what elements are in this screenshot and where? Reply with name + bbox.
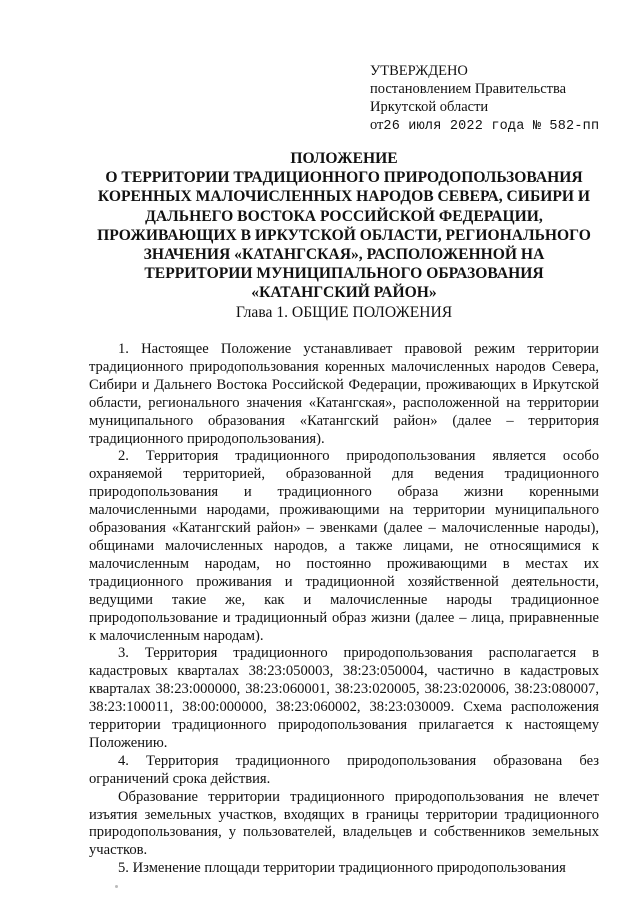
paragraph: 3. Территория традиционного природопользования располагается в кадастровых кварталах 38:23:050003, 38:23:050004, частично в кадастровых кварталах 38:23:000000, 38:23:060001, 38:23:020005, 38:23:020006, 38:23:080007, 38:23:100011, 38:00:000000, 38:23:060002, 38:23:030009. Схема расположения территории традиционного природопользования прилагается к настоящему Положению. <box>89 645 599 751</box>
title-line: ПОЛОЖЕНИЕ <box>290 150 398 167</box>
approval-block <box>370 62 620 136</box>
approval-line-2: Иркутской области <box>370 99 489 115</box>
title-line: О ТЕРРИТОРИИ ТРАДИЦИОННОГО ПРИРОДОПОЛЬЗОВАНИЯ <box>105 169 583 187</box>
chapter-heading: Глава 1. ОБЩИЕ ПОЛОЖЕНИЯ <box>235 304 453 321</box>
paragraph: 2. Территория традиционного природопользования является особо охраняемой территорией, образованной для ведения традиционного природопользования и традиционного образа жизни коренными малочисленными народами, проживающими на территории муниципального образования «Катангский район» – эвенками (далее – малочисленные народы), общинами малочисленных народов, а также лицами, не относящимися к малочисленным народам, но постоянно проживающими в местах их традиционного проживания и традиционной хозяйственной деятельности, ведущими такие же, как и малочисленные народы традиционное природопользование и традиционный образ жизни (далее – лица, приравненные к малочисленным народам). <box>89 448 599 644</box>
document-body <box>89 341 599 878</box>
title-line: ПРОЖИВАЮЩИХ В ИРКУТСКОЙ ОБЛАСТИ, РЕГИОНАЛЬНОГО <box>97 226 591 244</box>
scan-speck <box>115 885 118 888</box>
paragraph: 1. Настоящее Положение устанавливает правовой режим территории традиционного природопользования коренных малочисленных народов Севера, Сибири и Дальнего Востока Российской Федерации, проживающих в Иркутской области, регионального значения «Катангская», расположенной на территории муниципального образования «Катангский район» (далее – территория традиционного природопользования). <box>89 341 599 447</box>
document-title <box>88 149 600 303</box>
approval-date-number: 26 июля 2022 года № 582-пп <box>383 119 600 134</box>
approval-date-line <box>370 116 620 136</box>
paragraph: 4. Территория традиционного природопользования образована без ограничений срока действия. <box>89 752 599 787</box>
title-line: ДАЛЬНЕГО ВОСТОКА РОССИЙСКОЙ ФЕДЕРАЦИИ, <box>145 207 543 225</box>
approval-line-1: постановлением Правительства <box>370 81 567 97</box>
paragraph: 5. Изменение площади территории традиционного природопользования <box>118 860 566 877</box>
title-line: «КАТАНГСКИЙ РАЙОН» <box>251 284 437 302</box>
approval-date-prefix: от <box>370 117 384 133</box>
title-line: ЗНАЧЕНИЯ «КАТАНГСКАЯ», РАСПОЛОЖЕННОЙ НА <box>143 246 545 264</box>
title-line: ТЕРРИТОРИИ МУНИЦИПАЛЬНОГО ОБРАЗОВАНИЯ <box>144 265 544 283</box>
approval-heading: УТВЕРЖДЕНО <box>370 63 468 79</box>
paragraph: Образование территории традиционного природопользования не влечет изъятия земельных участков, входящих в границы территории традиционного природопользования, у пользователей, владельцев и собственников земельных участков. <box>89 788 599 859</box>
title-line: КОРЕННЫХ МАЛОЧИСЛЕННЫХ НАРОДОВ СЕВЕРА, СИБИРИ И <box>97 188 591 206</box>
